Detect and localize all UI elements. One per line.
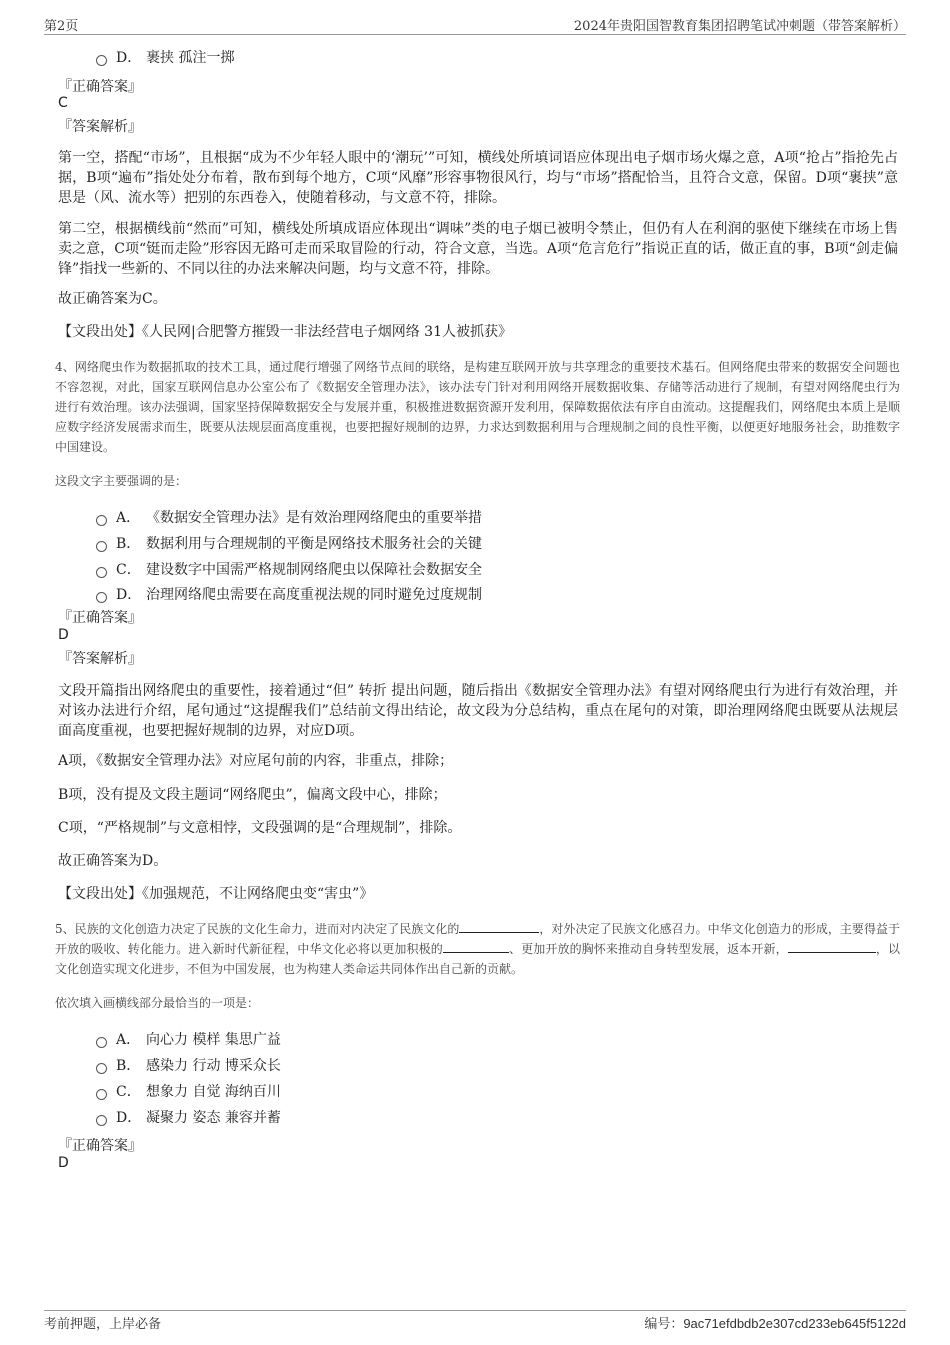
q3-conclusion: 故正确答案为C。 (58, 291, 167, 307)
q3-analysis-para2: 第二空，根据横线前“然而”可知，横线处所填成语应体现出“调味”类的电子烟已被明令禁止，但仍有人在利润的驱使下继续在市场上售卖之意，C项“铤而走险”形容因无路可走而采取冒险的行动，符合文意，当选。A项“危言危行”指说正直的话，做正直的事，B项“剑走偏锋”指找一些新的、不同以往的办法来解决问题，均与文意不符，排除。 (58, 221, 898, 277)
footer-divider (44, 1310, 906, 1311)
radio-icon[interactable] (96, 1115, 107, 1126)
blank-2 (443, 940, 509, 953)
document-title: 2024年贵阳国智教育集团招聘笔试冲刺题（带答案解析） (573, 19, 906, 34)
q4-analysis-c: C项，“严格规制”与文意相悖，文段强调的是“合理规制”，排除。 (58, 820, 462, 836)
q5-option-c[interactable]: C． 想象力 自觉 海纳百川 (96, 1081, 281, 1101)
q3-option-d[interactable]: D． 裹挟 孤注一掷 (96, 47, 234, 67)
radio-icon[interactable] (96, 592, 107, 603)
q3-answer: C (58, 95, 68, 111)
q4-answer: D (58, 627, 69, 643)
blank-3 (788, 940, 876, 953)
q4-analysis-a: A项，《数据安全管理办法》对应尾句前的内容，非重点，排除； (58, 753, 454, 769)
q5-prompt: 依次填入画横线部分最恰当的一项是： (55, 996, 260, 1010)
q4-stem: 4、网络爬虫作为数据抓取的技术工具，通过爬行增强了网络节点间的联络，是构建互联网开放与共享理念的重要技术基石。但网络爬虫带来的数据安全问题也不容忽视，对此，国家互联网信息办公室公布了《数据安全管理办法》，该办法专门针对利用网络开展数据收集、存储等活动进行了规制，有望对网络爬虫行为进行有效治理。该办法强调，国家坚持保障数据安全与发展并重，积极推进数据资源开发利用，保障数据依法有序自由流动。这提醒我们，网络爬虫本质上是顺应数字经济发展需求而生，既要从法规层面高度重视，也要把握好规制的边界，力求达到数据利用与合理规制之间的良性平衡，以便更好地服务社会，助推数字中国建设。 (55, 360, 900, 454)
q4-analysis-para1: 文段开篇指出网络爬虫的重要性，接着通过“但” 转折 提出问题，随后指出《数据安全管理办法》有望对网络爬虫行为进行有效治理，并对该办法进行介绍，尾句通过“这提醒我们”总结前文得出结论，故文段为分总结构，重点在尾句的对策，即治理网络爬虫既要从法规层面高度重视，也要把握好规制的边界，对应D项。 (58, 683, 898, 739)
radio-icon[interactable] (96, 1089, 107, 1100)
q5-option-d[interactable]: D． 凝聚力 姿态 兼容并蓄 (96, 1107, 281, 1127)
footer-slogan: 考前押题，上岸必备 (44, 1317, 162, 1332)
blank-1 (459, 920, 539, 933)
q4-option-c[interactable]: C． 建设数字中国需严格规制网络爬虫以保障社会数据安全 (96, 559, 482, 579)
q4-conclusion: 故正确答案为D。 (58, 853, 168, 869)
q5-answer: D (58, 1155, 69, 1171)
page-number: 第2页 (44, 19, 79, 34)
radio-icon[interactable] (96, 55, 107, 66)
q5-option-b[interactable]: B． 感染力 行动 博采众长 (96, 1055, 281, 1075)
radio-icon[interactable] (96, 541, 107, 552)
q4-prompt: 这段文字主要强调的是： (55, 474, 188, 488)
q3-answer-label: 『正确答案』 (58, 79, 142, 95)
footer-code: 编号：9ac71efdbdb2e307cd233eb645f5122d (644, 1316, 906, 1332)
q4-option-d[interactable]: D． 治理网络爬虫需要在高度重视法规的同时避免过度规制 (96, 584, 482, 604)
q5-option-a[interactable]: A． 向心力 模样 集思广益 (96, 1029, 281, 1049)
q3-analysis-label: 『答案解析』 (58, 119, 142, 135)
q5-stem: 5、民族的文化创造力决定了民族的文化生命力，进而对内决定了民族文化的 ，对外决定了民族文化感召力。中华文化创造力的形成，主要得益于开放的吸收、转化能力。进入新时代新征程，中华文化必将以更加积极的 、更加开放的胸怀来推动自身转型发展，返本开新， ，以文化创造实现文化进步，不但为中国发展，也为构建人类命运共同体作出自己新的贡献。 (55, 922, 900, 976)
radio-icon[interactable] (96, 515, 107, 526)
q5-answer-label: 『正确答案』 (58, 1138, 142, 1154)
radio-icon[interactable] (96, 567, 107, 578)
q4-analysis-label: 『答案解析』 (58, 651, 142, 667)
header-divider (44, 34, 906, 35)
q4-source: 【文段出处】《加强规范，不让网络爬虫变“害虫”》 (58, 886, 374, 902)
q4-answer-label: 『正确答案』 (58, 610, 142, 626)
radio-icon[interactable] (96, 1037, 107, 1048)
radio-icon[interactable] (96, 1063, 107, 1074)
q4-option-a[interactable]: A． 《数据安全管理办法》是有效治理网络爬虫的重要举措 (96, 507, 482, 527)
q3-source: 【文段出处】《人民网|合肥警方摧毁一非法经营电子烟网络 31人被抓获》 (58, 324, 512, 340)
q3-analysis-para1: 第一空，搭配“市场”，且根据“成为不少年轻人眼中的‘潮玩’”可知，横线处所填词语应体现出电子烟市场火爆之意，A项“抢占”指抢先占据，B项“遍布”指处处分布着，散布到每个地方，C项“风靡”形容事物很风行，均与“市场”搭配恰当，且符合文意，保留。D项“裹挟”意思是（风、流水等）把别的东西卷入，使随着移动，与文意不符，排除。 (58, 150, 898, 206)
q4-analysis-b: B项，没有提及文段主题词“网络爬虫”，偏离文段中心，排除； (58, 787, 447, 803)
q4-option-b[interactable]: B． 数据利用与合理规制的平衡是网络技术服务社会的关键 (96, 533, 482, 553)
